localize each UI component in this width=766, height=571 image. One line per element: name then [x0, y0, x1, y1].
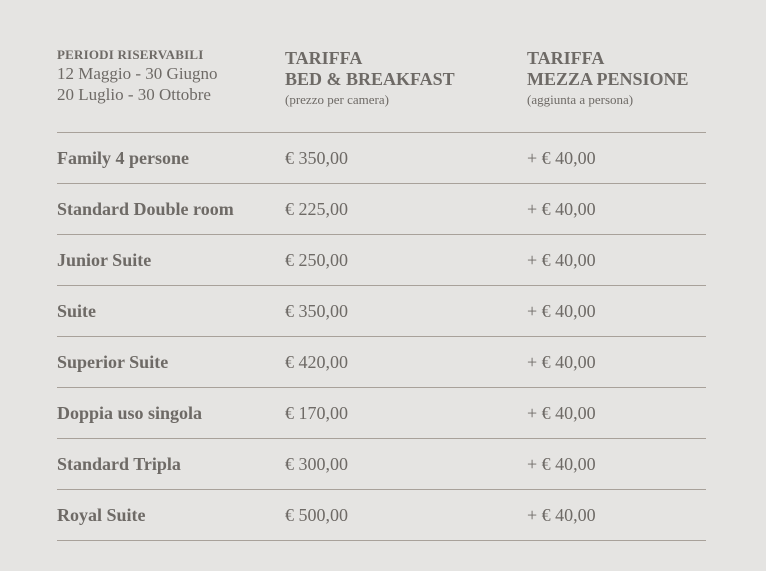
periods-title: PERIODI RISERVABILI	[57, 47, 204, 62]
table-row	[57, 439, 706, 490]
half-board-extra: + € 40,00	[527, 454, 596, 474]
table-header	[57, 44, 706, 133]
bb-price: € 170,00	[285, 403, 348, 423]
period-2: 20 Luglio - 30 Ottobre	[57, 85, 211, 104]
mp-title: TARIFFA	[527, 48, 605, 68]
room-name: Superior Suite	[57, 352, 169, 372]
bb-price: € 350,00	[285, 148, 348, 168]
room-name: Royal Suite	[57, 505, 146, 525]
bb-subtitle: BED & BREAKFAST	[285, 69, 455, 89]
half-board-extra: + € 40,00	[527, 148, 596, 168]
price-table	[57, 44, 706, 541]
half-board-extra: + € 40,00	[527, 199, 596, 219]
periods-header	[57, 44, 218, 105]
room-name: Family 4 persone	[57, 148, 189, 168]
bb-price: € 300,00	[285, 454, 348, 474]
room-name: Standard Double room	[57, 199, 234, 219]
period-1: 12 Maggio - 30 Giugno	[57, 64, 218, 83]
table-row	[57, 490, 706, 541]
bb-title: TARIFFA	[285, 48, 363, 68]
mp-subtitle: MEZZA PENSIONE	[527, 69, 689, 89]
bb-note: (prezzo per camera)	[285, 92, 389, 107]
bb-price: € 225,00	[285, 199, 348, 219]
table-row	[57, 286, 706, 337]
bb-price: € 350,00	[285, 301, 348, 321]
room-name: Standard Tripla	[57, 454, 181, 474]
table-row	[57, 133, 706, 184]
half-board-extra: + € 40,00	[527, 301, 596, 321]
room-name: Suite	[57, 301, 97, 321]
table-row	[57, 337, 706, 388]
bb-price: € 250,00	[285, 250, 348, 270]
half-board-extra: + € 40,00	[527, 250, 596, 270]
bb-price: € 420,00	[285, 352, 348, 372]
half-board-header	[527, 44, 689, 109]
table-row	[57, 235, 706, 286]
bb-price: € 500,00	[285, 505, 348, 525]
bb-rate-header	[285, 44, 455, 109]
table-row	[57, 184, 706, 235]
half-board-extra: + € 40,00	[527, 352, 596, 372]
half-board-extra: + € 40,00	[527, 505, 596, 525]
room-name: Junior Suite	[57, 250, 152, 270]
table-row	[57, 388, 706, 439]
room-name: Doppia uso singola	[57, 403, 203, 423]
mp-note: (aggiunta a persona)	[527, 92, 634, 107]
half-board-extra: + € 40,00	[527, 403, 596, 423]
